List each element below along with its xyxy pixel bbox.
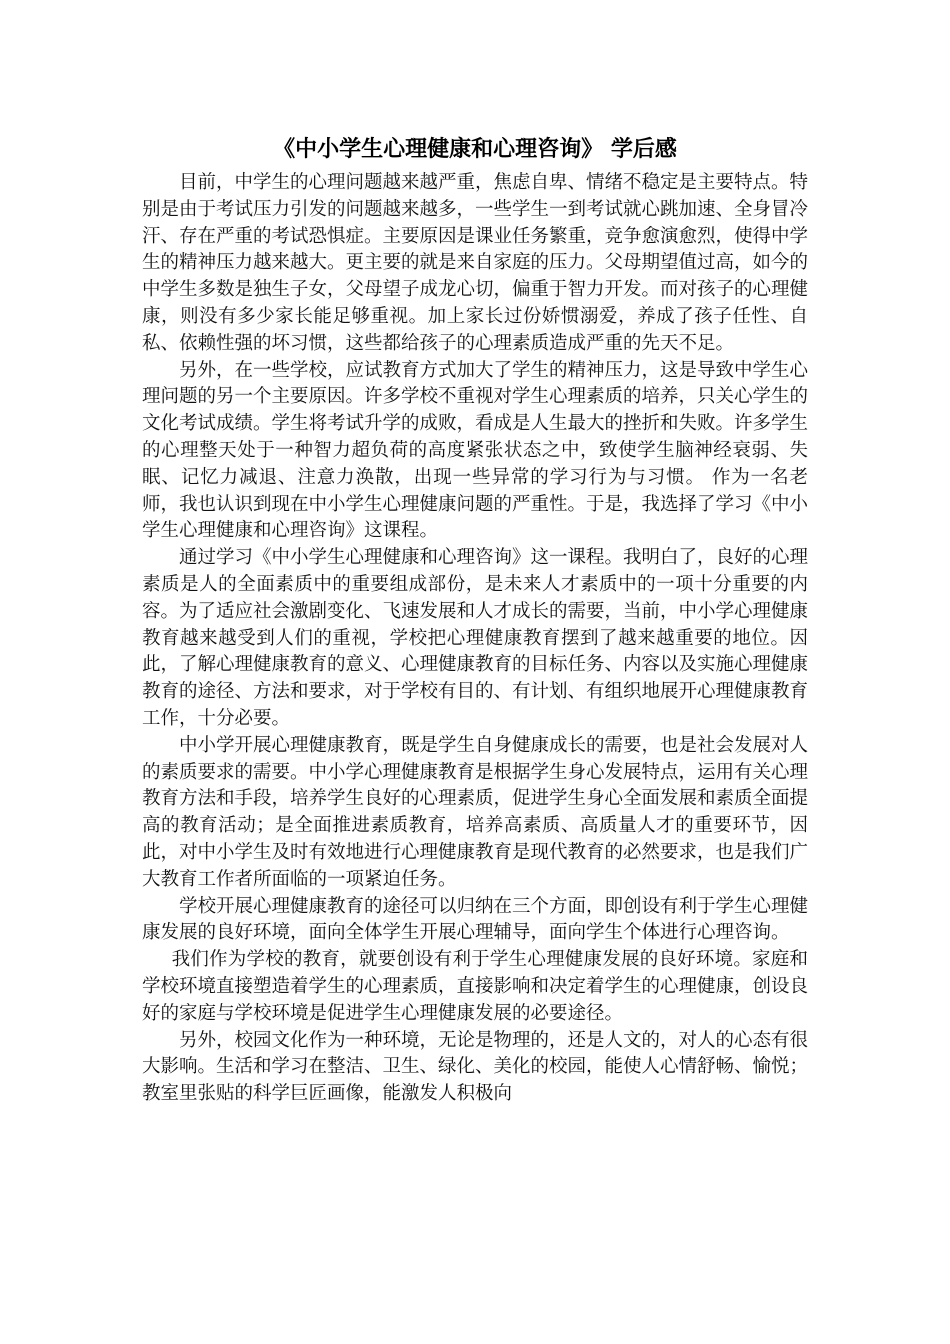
paragraph-4: 中小学开展心理健康教育，既是学生自身健康成长的需要，也是社会发展对人的素质要求的需要。中小学心理健康教育是根据学生身心发展特点，运用有关心理教育方法和手段，培养学生良好的心理素质，促进学生身心全面发展和素质全面提高的教育活动；是全面推进素质教育，培养高素质、高质量人才的重要环节，因此，对中小学生及时有效地进行心理健康教育是现代教育的必然要求，也是我们广大教育工作者所面临的一项紧迫任务。 [142, 734, 809, 890]
document-title: 《中小学生心理健康和心理咨询》 学后感 [273, 136, 677, 162]
paragraph-5: 学校开展心理健康教育的途径可以归纳在三个方面，即创设有利于学生心理健康发展的良好环境，面向全体学生开展心理辅导，面向学生个体进行心理咨询。 [142, 895, 809, 944]
paragraph-7: 另外，校园文化作为一种环境，无论是物理的，还是人文的，对人的心态有很大影响。生活和学习在整洁、卫生、绿化、美化的校园，能使人心情舒畅、愉悦；教室里张贴的科学巨匠画像，能激发人积极向 [142, 1029, 809, 1105]
document-body [142, 170, 808, 1108]
paragraph-2: 另外，在一些学校，应试教育方式加大了学生的精神压力，这是导致中学生心理问题的另一个主要原因。许多学校不重视对学生心理素质的培养，只关心学生的文化考试成绩。学生将考试升学的成败，看成是人生最大的挫折和失败。许多学生的心理整天处于一种智力超负荷的高度紧张状态之中，致使学生脑神经衰弱、失眠、记忆力减退、注意力涣散，出现一些异常的学习行为与习惯。 作为一名老师，我也认识到现在中小学生心理健康问题的严重性。于是，我选择了学习《中小学生心理健康和心理咨询》这课程。 [142, 359, 809, 542]
paragraph-6: 我们作为学校的教育，就要创设有利于学生心理健康发展的良好环境。家庭和学校环境直接塑造着学生的心理素质，直接影响和决定着学生的心理健康，创设良好的家庭与学校环境是促进学生心理健康发展的必要途径。 [142, 949, 809, 1024]
paragraph-3: 通过学习《中小学生心理健康和心理咨询》这一课程。我明白了，良好的心理素质是人的全面素质中的重要组成部份，是未来人才素质中的一项十分重要的内容。为了适应社会激剧变化、飞速发展和人才成长的需要，当前，中小学心理健康教育越来越受到人们的重视，学校把心理健康教育摆到了越来越重要的地位。因此，了解心理健康教育的意义、心理健康教育的目标任务、内容以及实施心理健康教育的途径、方法和要求，对于学校有目的、有计划、有组织地展开心理健康教育工作，十分必要。 [142, 547, 809, 729]
paragraph-1: 目前，中学生的心理问题越来越严重，焦虑自卑、情绪不稳定是主要特点。特别是由于考试压力引发的问题越来越多，一些学生一到考试就心跳加速、全身冒冷汗、存在严重的考试恐惧症。主要原因是课业任务繁重，竞争愈演愈烈，使得中学生的精神压力越来越大。更主要的就是来自家庭的压力。父母期望值过高，如今的中学生多数是独生子女，父母望子成龙心切，偏重于智力开发。而对孩子的心理健康，则没有多少家长能足够重视。加上家长过份娇惯溺爱，养成了孩子任性、自私、依赖性强的坏习惯，这些都给孩子的心理素质造成严重的先天不足。 [142, 172, 809, 354]
